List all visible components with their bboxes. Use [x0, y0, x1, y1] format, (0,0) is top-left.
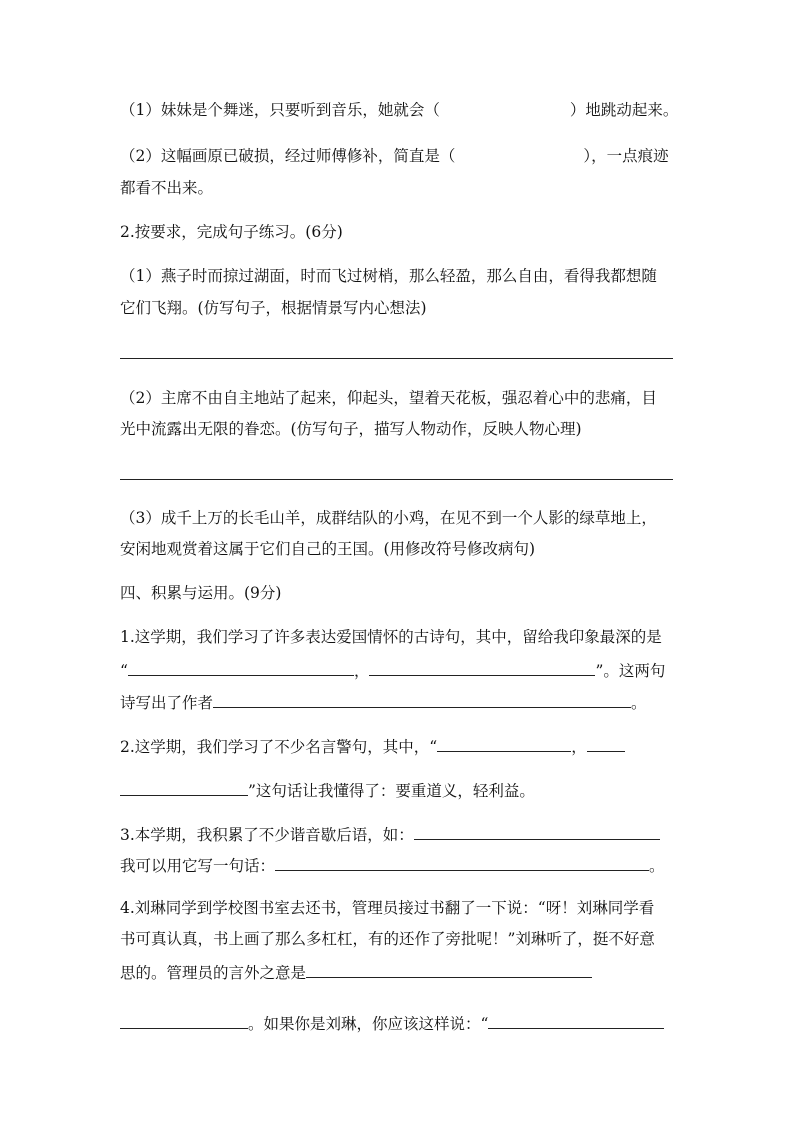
- s4-q3-blank-2[interactable]: [275, 853, 649, 871]
- s4-q1-line3-text: 诗写出了作者: [120, 694, 214, 712]
- s4-q4-blank-2[interactable]: [120, 1011, 248, 1029]
- s4-q2-blank-2[interactable]: [587, 734, 625, 752]
- s4-q3-line1-text: 3.本学期，我积累了不少谐音歇后语，如：: [120, 826, 414, 844]
- s4-q2-line2: [120, 778, 535, 801]
- s4-q4-line2: 书可真认真，书上画了那么多杠杠，有的还作了旁批呢！”刘琳听了，挺不好意: [120, 930, 655, 948]
- q1-1-text-b: ）地跳动起来。: [569, 101, 679, 119]
- s4-q2-line1: [120, 734, 625, 757]
- s2-item1-answer-line[interactable]: [120, 358, 673, 359]
- section4-title: 四、积累与运用。(9分): [120, 584, 282, 602]
- s4-q1-comma: ，: [353, 662, 370, 680]
- s2-item2-line1: （2）主席不由自主地站了起来，仰起头，望着天花板，强忍着心中的悲痛，目: [120, 389, 657, 407]
- s4-q1-blank-1[interactable]: [128, 658, 354, 676]
- s2-item3-line1: （3）成千上万的长毛山羊，成群结队的小鸡，在见不到一个人影的绿草地上，: [120, 509, 657, 527]
- s2-item1-line1: （1）燕子时而掠过湖面，时而飞过树梢，那么轻盈，那么自由，看得我都想随: [120, 267, 657, 285]
- s4-q4-line3: [120, 960, 592, 983]
- s4-q2-blank-1[interactable]: [437, 734, 571, 752]
- s2-item2-line2: 光中流露出无限的眷恋。(仿写句子，描写人物动作，反映人物心理): [120, 420, 582, 438]
- s4-q1-end: 。: [631, 694, 647, 712]
- s4-q1-line3: [120, 690, 647, 713]
- s4-q1-close: ”。这两句: [595, 662, 666, 680]
- s4-q4-line3-text: 思的。管理员的言外之意是: [120, 964, 307, 982]
- q1-2-text-b: ），一点痕迹: [583, 147, 669, 165]
- s4-q1-blank-2[interactable]: [369, 658, 595, 676]
- q1-2-text-c: 都看不出来。: [120, 179, 214, 197]
- q1-2-line: [120, 146, 669, 166]
- s4-q1-blank-3[interactable]: [213, 690, 631, 708]
- s4-q3-line2: [120, 853, 665, 876]
- q1-2-text-a: （2）这幅画原已破损，经过师傅修补，简直是（: [120, 147, 456, 165]
- s4-q2-comma: ，: [571, 738, 587, 756]
- s4-q2-line1-text: 2.这学期，我们学习了不少名言警句，其中，“: [120, 738, 438, 756]
- s4-q3-line2-text: 我可以用它写一句话：: [120, 857, 276, 875]
- s2-item1-line2: 它们飞翔。(仿写句子，根据情景写内心想法): [120, 299, 427, 317]
- s4-q3-line1: [120, 822, 660, 845]
- s4-q3-blank-1[interactable]: [414, 822, 660, 840]
- s4-q2-blank-3[interactable]: [120, 778, 248, 796]
- s4-q1-line1: 1.这学期，我们学习了许多表达爱国情怀的古诗句，其中，留给我印象最深的是: [120, 628, 662, 646]
- s4-q1-open-quote: “: [120, 662, 128, 680]
- s4-q4-blank-3[interactable]: [488, 1011, 664, 1029]
- s2-item3-line2: 安闲地观赏着这属于它们自己的王国。(用修改符号修改病句): [120, 540, 536, 558]
- s4-q1-line2: [120, 658, 665, 681]
- s4-q4-blank-1[interactable]: [306, 960, 592, 978]
- s4-q3-end: 。: [649, 857, 665, 875]
- s4-q4-line1: 4.刘琳同学到学校图书室去还书，管理员接过书翻了一下说：“呀！刘琳同学看: [120, 899, 655, 917]
- s4-q4-line4: [120, 1011, 664, 1034]
- q1-1-line: [120, 100, 678, 120]
- s4-q4-line4-text: 。如果你是刘琳，你应该这样说：“: [248, 1015, 489, 1033]
- s4-q2-line2-text: ”这句话让我懂得了：要重道义，轻利益。: [248, 782, 535, 800]
- section2-title: 2.按要求，完成句子练习。(6分): [120, 223, 343, 241]
- q1-1-text-a: （1）妹妹是个舞迷，只要听到音乐，她就会（: [120, 101, 440, 119]
- s2-item2-answer-line[interactable]: [120, 479, 673, 480]
